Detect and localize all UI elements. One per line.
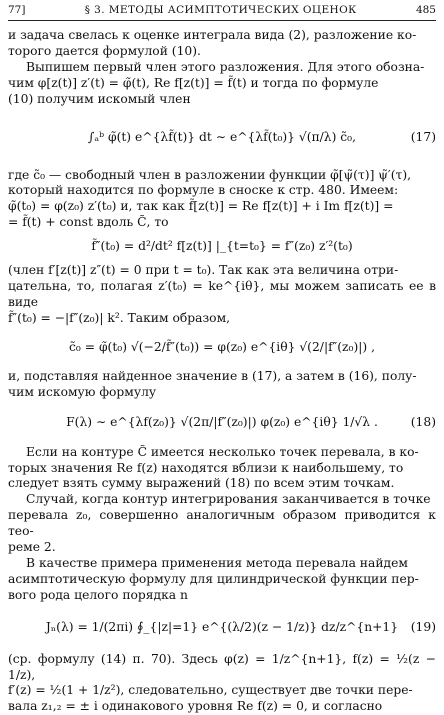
text-line: Случай, когда контур интегрирования заканчивается в точке <box>26 492 431 507</box>
equation-body: f̃″(t₀) = d²/dt² f[z(t)] |_{t=t₀} = f″(z₀) z′²(t₀) <box>91 239 353 254</box>
equation-body: c̃₀ = φ̃(t₀) √(−2/f̃″(t₀)) = φ(z₀) e^{iθ} √(2/|f″(z₀)|) , <box>69 339 375 354</box>
equation-19 <box>8 604 436 652</box>
equation-second-derivative <box>8 231 436 263</box>
text-line: (ср. формулу (14) п. 70). Здесь φ(z) = 1/z^{n+1}, f(z) = ½(z − 1/z), <box>8 651 436 682</box>
text-line: следует взять сумму выражений (18) по всем этим точкам. <box>8 476 395 491</box>
equation-number: (17) <box>410 129 436 144</box>
equation-18 <box>8 401 436 445</box>
text-line: реме 2. <box>8 540 56 555</box>
section-ref: 77] <box>8 4 26 16</box>
text-line: В качестве примера применения метода перевала найдем <box>26 555 408 570</box>
text-line: цательна, то, полагая z′(t₀) = ke^{iθ}, мы можем записать ее в виде <box>8 279 436 309</box>
page-body <box>8 28 436 715</box>
equation-17 <box>8 108 436 168</box>
text-line: который находится по формуле в сноске к стр. 480. Имеем: <box>8 183 399 198</box>
text-line: = f̃(t) + const вдоль C̃, то <box>8 215 169 230</box>
text-line: Выпишем первый член этого разложения. Для этого обозна- <box>26 59 425 74</box>
text-line: и задача свелась к оценке интеграла вида (2), разложение ко- <box>8 28 417 42</box>
text-line: чим φ[z(t)] z′(t) = φ̃(t), Re f[z(t)] = f̃(t) и тогда по формуле <box>8 75 379 90</box>
text-line: вала z₁,₂ = ± i одинакового уровня Re f(z) = 0, и согласно <box>8 699 383 714</box>
text-line: асимптотическую формулу для цилиндрической функции пер- <box>8 571 419 586</box>
page-number: 485 <box>415 4 436 16</box>
running-header <box>8 4 436 18</box>
text-line: где c̃₀ — свободный член в разложении функции φ̃[ψ̃(τ)] ψ̃′(τ), <box>8 167 412 182</box>
equation-number: (18) <box>410 414 436 429</box>
equation-body: Jₙ(λ) = 1/(2πi) ∮_{|z|=1} e^{(λ/2)(z − 1/z)} dz/z^{n+1} <box>45 619 399 634</box>
text-line: f′(z) = ½(1 + 1/z²), следовательно, существует две точки пере- <box>8 683 413 698</box>
equation-c0 <box>8 327 436 369</box>
text-line: Если на контуре C̃ имеется несколько точек перевала, в ко- <box>26 444 419 459</box>
header-rule <box>8 20 436 21</box>
text-line: вого рода целого порядка n <box>8 587 188 602</box>
text-line: (10) получим искомый член <box>8 91 191 106</box>
running-title: § 3. МЕТОДЫ АСИМПТОТИЧЕСКИХ ОЦЕНОК <box>84 4 357 16</box>
text-line: f̃″(t₀) = −|f″(z₀)| k². Таким образом, <box>8 310 231 325</box>
equation-body: F(λ) ∼ e^{λf(z₀)} √(2π/|f″(z₀)|) φ(z₀) e^{iθ} 1/√λ . <box>66 414 378 429</box>
equation-body: ∫ₐᵇ φ̃(t) e^{λf̃(t)} dt ∼ e^{λf̃(t₀)} √(π/λ) c̃₀, <box>87 129 357 144</box>
text-line: торого дается формулой (10). <box>8 43 201 58</box>
text-line: чим искомую формулу <box>8 384 157 399</box>
text-line: и, подставляя найденное значение в (17), а затем в (16), полу- <box>8 368 417 383</box>
text-line: (член f′[z(t)] z″(t) = 0 при t = t₀). Так как эта величина отри- <box>8 263 399 278</box>
text-line: перевала z₀, совершенно аналогичным образом приводится к тео- <box>8 508 436 539</box>
text-line: торых значения Re f(z) находятся вблизи к наибольшему, то <box>8 460 404 475</box>
text-line: φ̃(t₀) = φ(z₀) z′(t₀) и, так как f̃[z(t)] = Re f[z(t)] + i Im f[z(t)] = <box>8 199 394 214</box>
equation-number: (19) <box>410 619 436 634</box>
